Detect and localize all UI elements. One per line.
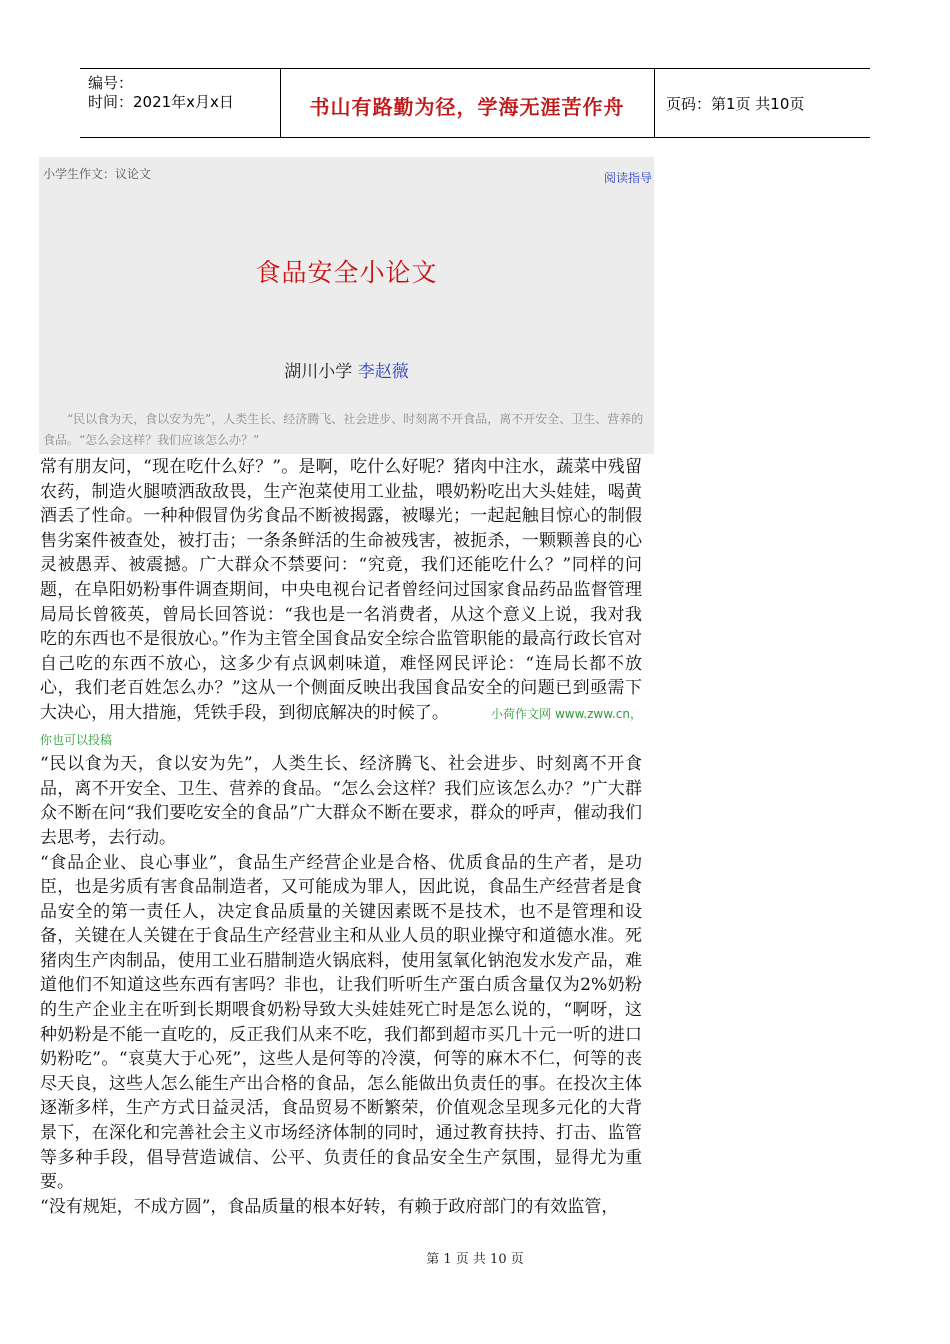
author-name[interactable]: 李赵薇 <box>357 362 409 382</box>
header-motto-cell <box>280 69 655 137</box>
article-intro-panel <box>39 157 654 454</box>
reading-guide-link[interactable]: 阅读指导 <box>603 171 652 185</box>
paragraph-2: “民以食为天，食以安为先”，人类生长、经济腾飞、社会进步、时刻离不开食品，离不开安全、卫生、营养的食品。“怎么会这样？我们应该怎么办？”广大群众不断在问“我们要吃安全的食品”广大群众不断在要求，群众的呼声，催动我们去思考，去行动。 <box>40 754 642 848</box>
motto: 书山有路勤为径，学海无涯苦作舟 <box>309 95 625 119</box>
category-link[interactable]: 议论文 <box>115 167 152 181</box>
source-note[interactable]: 小荷作文网 www.zww.cn，你也可以投稿 <box>40 706 642 747</box>
byline <box>39 357 654 382</box>
category-breadcrumb <box>43 165 151 182</box>
page-footer: 第 1 页 共 10 页 <box>426 1252 524 1267</box>
paragraph-4: “没有规矩，不成方圆”，食品质量的根本好转，有赖于政府部门的有效监管， <box>40 1196 619 1217</box>
article-summary: “民以食为天，食以安为先”，人类生长、经济腾飞、社会进步、时刻离不开食品，离不开安全、卫生、营养的食品。“怎么会这样？我们应该怎么办？” <box>43 412 644 447</box>
paragraph-1 <box>40 455 642 752</box>
date-label: 时间：2021年x月x日 <box>88 93 234 111</box>
header-page-cell <box>654 69 870 137</box>
paragraph-1-text: 常有朋友问，“现在吃什么好？”。是啊，吃什么好呢？猪肉中注水，蔬菜中残留农药，制造火腿喷洒敌敌畏，生产泡菜使用工业盐，喂奶粉吃出大头娃娃，喝黄酒丢了性命。一种种假冒伪劣食品不断被揭露，被曝光；一起起触目惊心的制假售劣案件被查处，被打击；一条条鲜活的生命被残害，被扼杀，一颗颗善良的心灵被愚弄、被震撼。广大群众不禁要问：“究竟，我们还能吃什么？”同样的问题，在阜阳奶粉事件调查期间，中央电视台记者曾经问过国家食品药品监督管理局局长曾筱英，曾局长回答说：“我也是一名消费者，从这个意义上说，我对我吃的东西也不是很放心。”作为主管全国食品安全综合监管职能的最高行政长官对自己吃的东西不放心，这多少有点讽刺味道，难怪网民评论：“连局长都不放心，我们老百姓怎么办？”这从一个侧面反映出我国食品安全的问题已到亟需下大决心，用大措施，凭铁手段，到彻底解决的时候了。 <box>40 457 642 723</box>
category-prefix: 小学生作文： <box>43 167 116 181</box>
number-label: 编号： <box>88 74 134 92</box>
paragraph-3: “食品企业、良心事业”，食品生产经营企业是合格、优质食品的生产者，是功臣，也是劣质有害食品制造者，又可能成为罪人，因此说，食品生产经营者是食品安全的第一责任人，决定食品质量的关键因素既不是技术，也不是管理和设备，关键在人关键在于食品生产经营业主和从业人员的职业操守和道德水准。死猪肉生产肉制品，使用工业石腊制造火锅底料，使用氢氧化钠泡发水发产品，难道他们不知道这些东西有害吗？非也，让我们听听生产蛋白质含量仅为2%奶粉的生产企业主在听到长期喂食奶粉导致大头娃娃死亡时是怎么说的，“啊呀，这种奶粉是不能一直吃的，反正我们从来不吃，我们都到超市买几十元一听的进口奶粉吃”。“哀莫大于心死”，这些人是何等的冷漠，何等的麻木不仁，何等的丧尽天良，这些人怎么能生产出合格的食品，怎么能做出负责任的事。在投次主体逐渐多样，生产方式日益灵活，食品贸易不断繁荣，价值观念呈现多元化的大背景下，在深化和完善社会主义市场经济体制的同时，通过教育扶持、打击、监管等多种手段，倡导营造诚信、公平、负责任的食品安全生产氛围，显得尤为重要。 <box>40 852 642 1193</box>
school-name: 湖川小学 <box>284 362 353 382</box>
document-header <box>80 68 870 138</box>
article-title: 食品安全小论文 <box>255 258 438 287</box>
article-body <box>40 455 642 1219</box>
header-info-cell <box>80 69 281 137</box>
page-number-label: 页码：第1页 共10页 <box>666 95 805 113</box>
